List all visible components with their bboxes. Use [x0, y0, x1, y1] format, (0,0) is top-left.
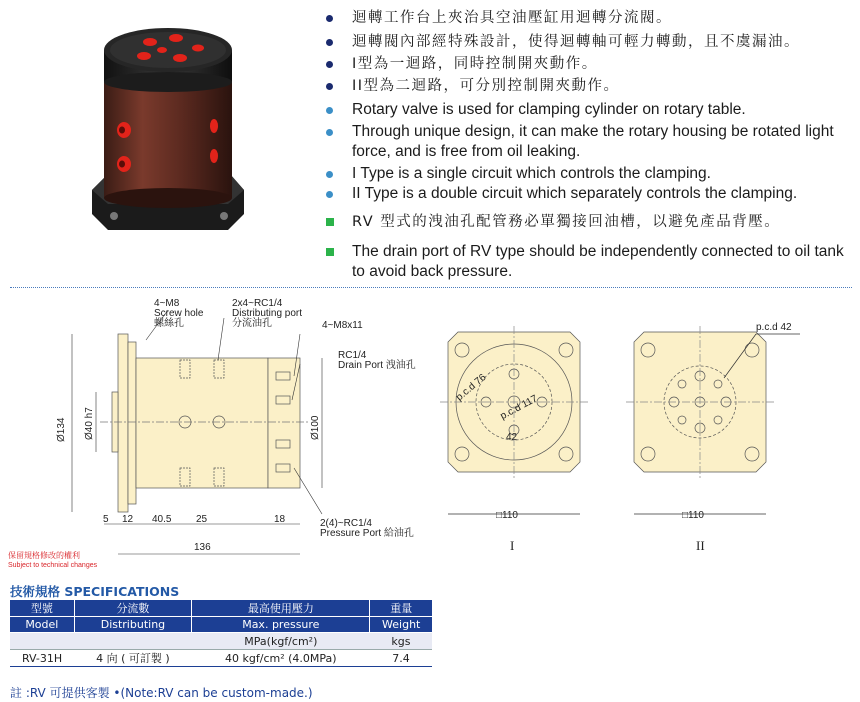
dim-134: Ø134 [56, 417, 67, 442]
th-distributing-en: Distributing [74, 617, 192, 633]
screw-hole-label-en: Screw hole [154, 308, 204, 319]
dim-40-5: 40.5 [152, 514, 172, 525]
dim-42-front: 42 [506, 432, 518, 443]
bullet-dot [326, 129, 333, 136]
unit-pressure: MPa(kgf/cm²) [192, 633, 370, 650]
dim-12: 12 [122, 514, 134, 525]
bullet-dot [326, 191, 333, 198]
bullet-dot [326, 61, 333, 68]
sq110-a: □110 [496, 510, 518, 521]
footnote: 註 :RV 可提供客製 •(Note:RV can be custom-made.) [10, 686, 313, 700]
th-weight-zh: 重量 [370, 600, 432, 617]
distributing-port-label: 2x4~RC1/4 [232, 298, 283, 309]
dim-5: 5 [103, 514, 109, 525]
pcd117-label: p.c.d 117 [498, 393, 540, 423]
drain-port-label: RC1/4 [338, 350, 367, 361]
bullet-dot [326, 83, 333, 90]
change-note-en: Subject to technical changes [8, 562, 98, 569]
pressure-port-label-en: Pressure Port 給油孔 [320, 528, 414, 539]
dim-100: Ø100 [310, 415, 321, 440]
dim-136: 136 [194, 542, 211, 553]
m8x11-label: 4~M8x11 [322, 320, 363, 331]
dim-18: 18 [274, 514, 286, 525]
unit-weight: kgs [370, 633, 432, 650]
screw-hole-label-zh: 螺絲孔 [154, 318, 184, 329]
th-distributing-zh: 分流數 [74, 600, 192, 617]
table-row [10, 650, 432, 667]
type-i-label: I [510, 538, 515, 553]
bullet-dot [326, 15, 333, 22]
dim-40: Ø40 h7 [84, 407, 95, 440]
sq110-b: □110 [682, 510, 704, 521]
cell-model: RV-31H [10, 650, 74, 667]
change-note-zh: 保留規格修改的權利 [8, 551, 80, 560]
th-pressure-en: Max. pressure [192, 617, 370, 633]
drain-port-label-en: Drain Port 洩油孔 [338, 360, 416, 371]
front-view-i [440, 326, 590, 514]
spec-title: 技術規格 SPECIFICATIONS [10, 584, 180, 599]
unit-distributing [74, 633, 192, 650]
th-model-en: Model [10, 617, 74, 633]
unit-model [10, 633, 74, 650]
distributing-port-label-en: Distributing port [232, 308, 303, 319]
screw-hole-label: 4~M8 [154, 298, 180, 309]
pcd76-label: p.c.d 76 [454, 371, 489, 404]
cell-distributing: 4 向 ( 可訂製 ) [74, 650, 192, 667]
type-ii-label: II [696, 538, 705, 553]
technical-drawing [0, 292, 860, 582]
pressure-port-label: 2(4)~RC1/4 [320, 518, 372, 529]
dim-25: 25 [196, 514, 208, 525]
pcd42-label: p.c.d 42 [756, 322, 792, 333]
side-view [100, 334, 310, 512]
rotary-valve-photo [88, 14, 248, 242]
spec-table [10, 600, 432, 667]
bullet-dot [326, 171, 333, 178]
spec-units-row [10, 633, 432, 650]
bullet-dot [326, 107, 333, 114]
distributing-port-label-zh: 分流油孔 [232, 318, 272, 329]
note-square [326, 218, 334, 226]
bullet-dot [326, 39, 333, 46]
cell-weight: 7.4 [370, 650, 432, 667]
th-weight-en: Weight [370, 617, 432, 633]
spec-header-zh [10, 600, 432, 617]
note-square [326, 248, 334, 256]
cell-pressure: 40 kgf/cm² (4.0MPa) [192, 650, 370, 667]
front-view-ii [626, 326, 800, 514]
spec-header-en [10, 617, 432, 633]
th-model-zh: 型號 [10, 600, 74, 617]
section-divider [10, 287, 852, 288]
th-pressure-zh: 最高使用壓力 [192, 600, 370, 617]
